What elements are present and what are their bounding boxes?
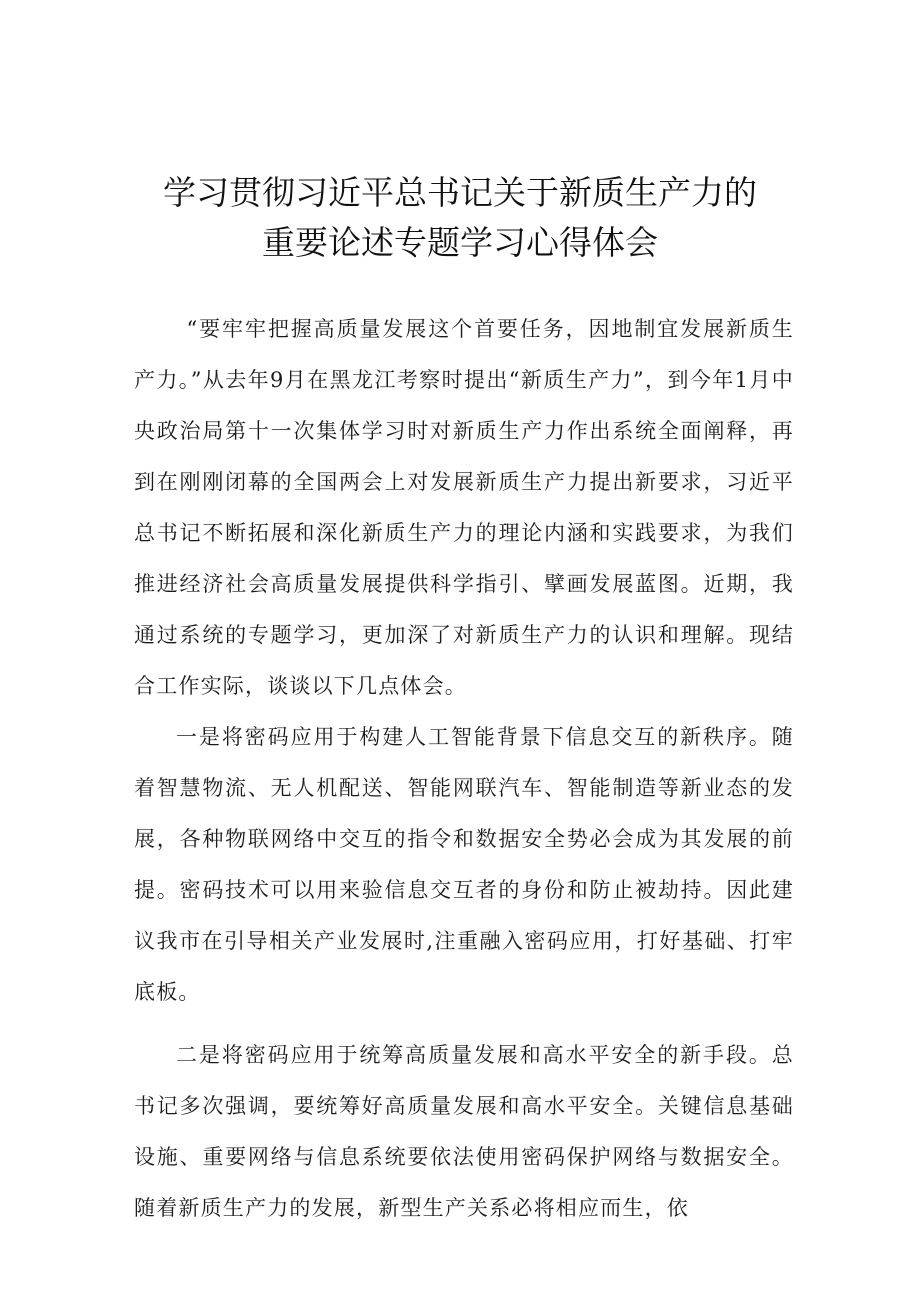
paragraph-intro: “要牢牢把握高质量发展这个首要任务，因地制宜发展新质生产力。”从去年9月在黑龙江考察时提出“新质生产力”，到今年1月中央政治局第十一次集体学习时对新质生产力作出系统全面阐释，再到在刚刚闭幕的全国两会上对发展新质生产力提出新要求，习近平总书记不断拓展和深化新质生产力的理论内涵和实践要求，为我们推进经济社会高质量发展提供科学指引、擘画发展蓝图。近期，我通过系统的专题学习，更加深了对新质生产力的认识和理解。现结合工作实际，谈谈以下几点体会。 — [134, 317, 794, 698]
document-title-line-1: 学习贯彻习近平总书记关于新质生产力的 — [163, 173, 757, 212]
document-body — [134, 304, 794, 1234]
paragraph-point-one: 一是将密码应用于构建人工智能背景下信息交互的新秩序。随着智慧物流、无人机配送、智能网联汽车、智能制造等新业态的发展，各种物联网络中交互的指令和数据安全势必会成为其发展的前提。密码技术可以用来验信息交互者的身份和防止被劫持。因此建议我市在引导相关产业发展时,注重融入密码应用，打好基础、打牢底板。 — [134, 725, 794, 1004]
paragraph-point-two: 二是将密码应用于统筹高质量发展和高水平安全的新手段。总书记多次强调，要统筹好高质量发展和高水平安全。关键信息基础设施、重要网络与信息系统要依法使用密码保护网络与数据安全。随着新质生产力的发展，新型生产关系必将相应而生，依 — [134, 1043, 794, 1220]
document-title-line-2: 重要论述专题学习心得体会 — [262, 223, 658, 262]
